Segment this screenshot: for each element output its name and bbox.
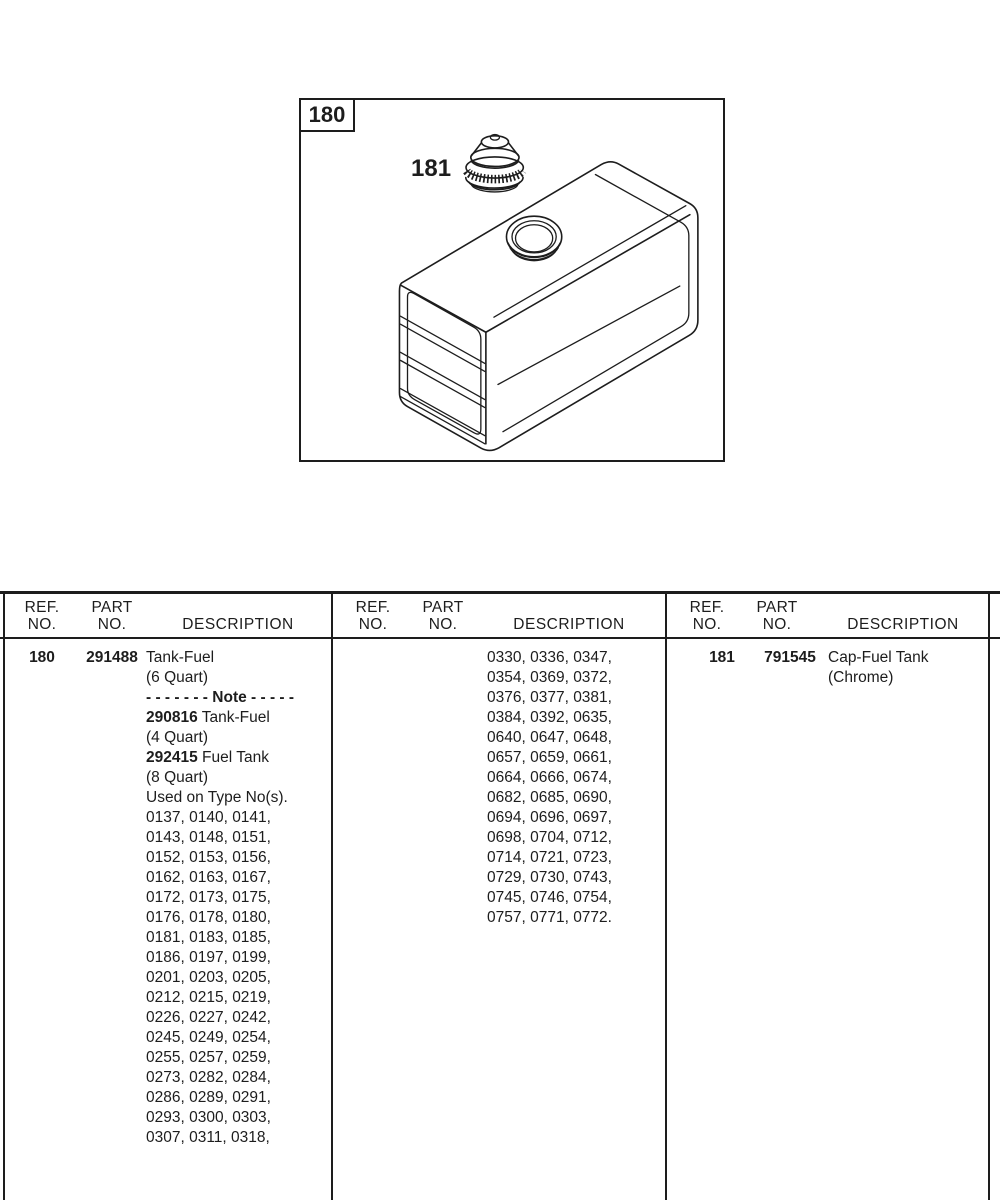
description-line: 0226, 0227, 0242, xyxy=(146,1009,271,1026)
part-no-cell: 291488 xyxy=(86,649,138,666)
description-header: DESCRIPTION xyxy=(847,616,959,633)
description-cell xyxy=(487,648,663,928)
description-line: 0714, 0721, 0723, xyxy=(487,849,612,866)
description-line: 0137, 0140, 0141, xyxy=(146,809,271,826)
filler-neck-drawing xyxy=(506,216,561,260)
ref-header-line2: NO. xyxy=(358,616,388,633)
ref-header-line1: REF. xyxy=(24,599,60,616)
column-headers xyxy=(334,596,665,638)
description-line: 292415 Fuel Tank xyxy=(146,749,269,766)
description-line: (4 Quart) xyxy=(146,729,209,746)
ref-header-line2: NO. xyxy=(692,616,722,633)
fuel-tank-drawing xyxy=(399,162,697,451)
description-line: 0286, 0289, 0291, xyxy=(146,1089,271,1106)
table-divider-1 xyxy=(331,591,333,1200)
ref-no-header xyxy=(13,599,71,633)
ref-no-header xyxy=(344,599,402,633)
description-line: 0698, 0704, 0712, xyxy=(487,829,612,846)
description-line: 0245, 0249, 0254, xyxy=(146,1029,271,1046)
description-line: 0181, 0183, 0185, xyxy=(146,929,271,946)
description-cell xyxy=(146,648,329,1148)
column-headers xyxy=(668,596,988,638)
description-line: 0640, 0647, 0648, xyxy=(487,729,612,746)
description-line: 0354, 0369, 0372, xyxy=(487,669,612,686)
description-line: 0176, 0178, 0180, xyxy=(146,909,271,926)
part-no-header xyxy=(748,599,806,633)
figure-number-label: 180 xyxy=(301,100,355,132)
description-line: 0682, 0685, 0690, xyxy=(487,789,612,806)
part-header-line1: PART xyxy=(756,599,798,616)
column-headers xyxy=(3,596,331,638)
description-line: 0273, 0282, 0284, xyxy=(146,1069,271,1086)
description-line: 0212, 0215, 0219, xyxy=(146,989,271,1006)
ref-no-cell: 181 xyxy=(709,649,735,666)
table-row xyxy=(3,648,331,1200)
cap-callout-label: 181 xyxy=(411,155,452,182)
description-line: Cap-Fuel Tank xyxy=(828,649,929,666)
description-line: 0307, 0311, 0318, xyxy=(146,1129,270,1146)
description-line: Used on Type No(s). xyxy=(146,789,288,806)
description-line: 0657, 0659, 0661, xyxy=(487,749,612,766)
description-line: 0729, 0730, 0743, xyxy=(487,869,612,886)
description-line: 0162, 0163, 0167, xyxy=(146,869,271,886)
description-line: 0745, 0746, 0754, xyxy=(487,889,612,906)
description-line: 0255, 0257, 0259, xyxy=(146,1049,271,1066)
description-line: 0152, 0153, 0156, xyxy=(146,849,271,866)
part-header-line1: PART xyxy=(91,599,133,616)
part-header-line2: NO. xyxy=(762,616,792,633)
parts-column-group-1 xyxy=(3,591,331,1200)
description-line: 290816 Tank-Fuel xyxy=(146,709,270,726)
part-header-line1: PART xyxy=(422,599,464,616)
table-right-border xyxy=(988,591,990,1200)
description-line: 0694, 0696, 0697, xyxy=(487,809,612,826)
description-line: Tank-Fuel xyxy=(146,649,215,666)
part-no-cell: 791545 xyxy=(764,649,816,666)
fuel-cap-drawing xyxy=(466,135,524,192)
ref-header-line1: REF. xyxy=(689,599,725,616)
description-line: 0330, 0336, 0347, xyxy=(487,649,612,666)
part-no-header xyxy=(414,599,472,633)
description-header: DESCRIPTION xyxy=(513,616,625,633)
description-line: 0664, 0666, 0674, xyxy=(487,769,612,786)
description-header: DESCRIPTION xyxy=(182,616,294,633)
description-line: (8 Quart) xyxy=(146,769,209,786)
ref-no-header xyxy=(678,599,736,633)
description-line: (Chrome) xyxy=(828,669,894,686)
table-divider-2 xyxy=(665,591,667,1200)
ref-header-line2: NO. xyxy=(27,616,57,633)
part-header-line2: NO. xyxy=(428,616,458,633)
parts-column-group-3 xyxy=(668,591,988,1200)
diagram-frame xyxy=(299,98,725,462)
description-line: - - - - - - - Note - - - - - xyxy=(146,689,295,706)
ref-no-cell: 180 xyxy=(29,649,55,666)
description-line: 0172, 0173, 0175, xyxy=(146,889,271,906)
fuel-tank-illustration xyxy=(301,100,723,460)
description-cell xyxy=(828,648,986,688)
parts-column-group-2 xyxy=(334,591,665,1200)
part-no-header xyxy=(83,599,141,633)
description-line: 0376, 0377, 0381, xyxy=(487,689,612,706)
table-row xyxy=(334,648,665,1200)
description-line: 0143, 0148, 0151, xyxy=(146,829,271,846)
ref-header-line1: REF. xyxy=(355,599,391,616)
description-line: 0201, 0203, 0205, xyxy=(146,969,271,986)
table-row xyxy=(668,648,988,1200)
description-line: 0757, 0771, 0772. xyxy=(487,909,612,926)
part-header-line2: NO. xyxy=(97,616,127,633)
description-line: 0186, 0197, 0199, xyxy=(146,949,271,966)
description-line: 0384, 0392, 0635, xyxy=(487,709,612,726)
description-line: 0293, 0300, 0303, xyxy=(146,1109,271,1126)
description-line: (6 Quart) xyxy=(146,669,209,686)
